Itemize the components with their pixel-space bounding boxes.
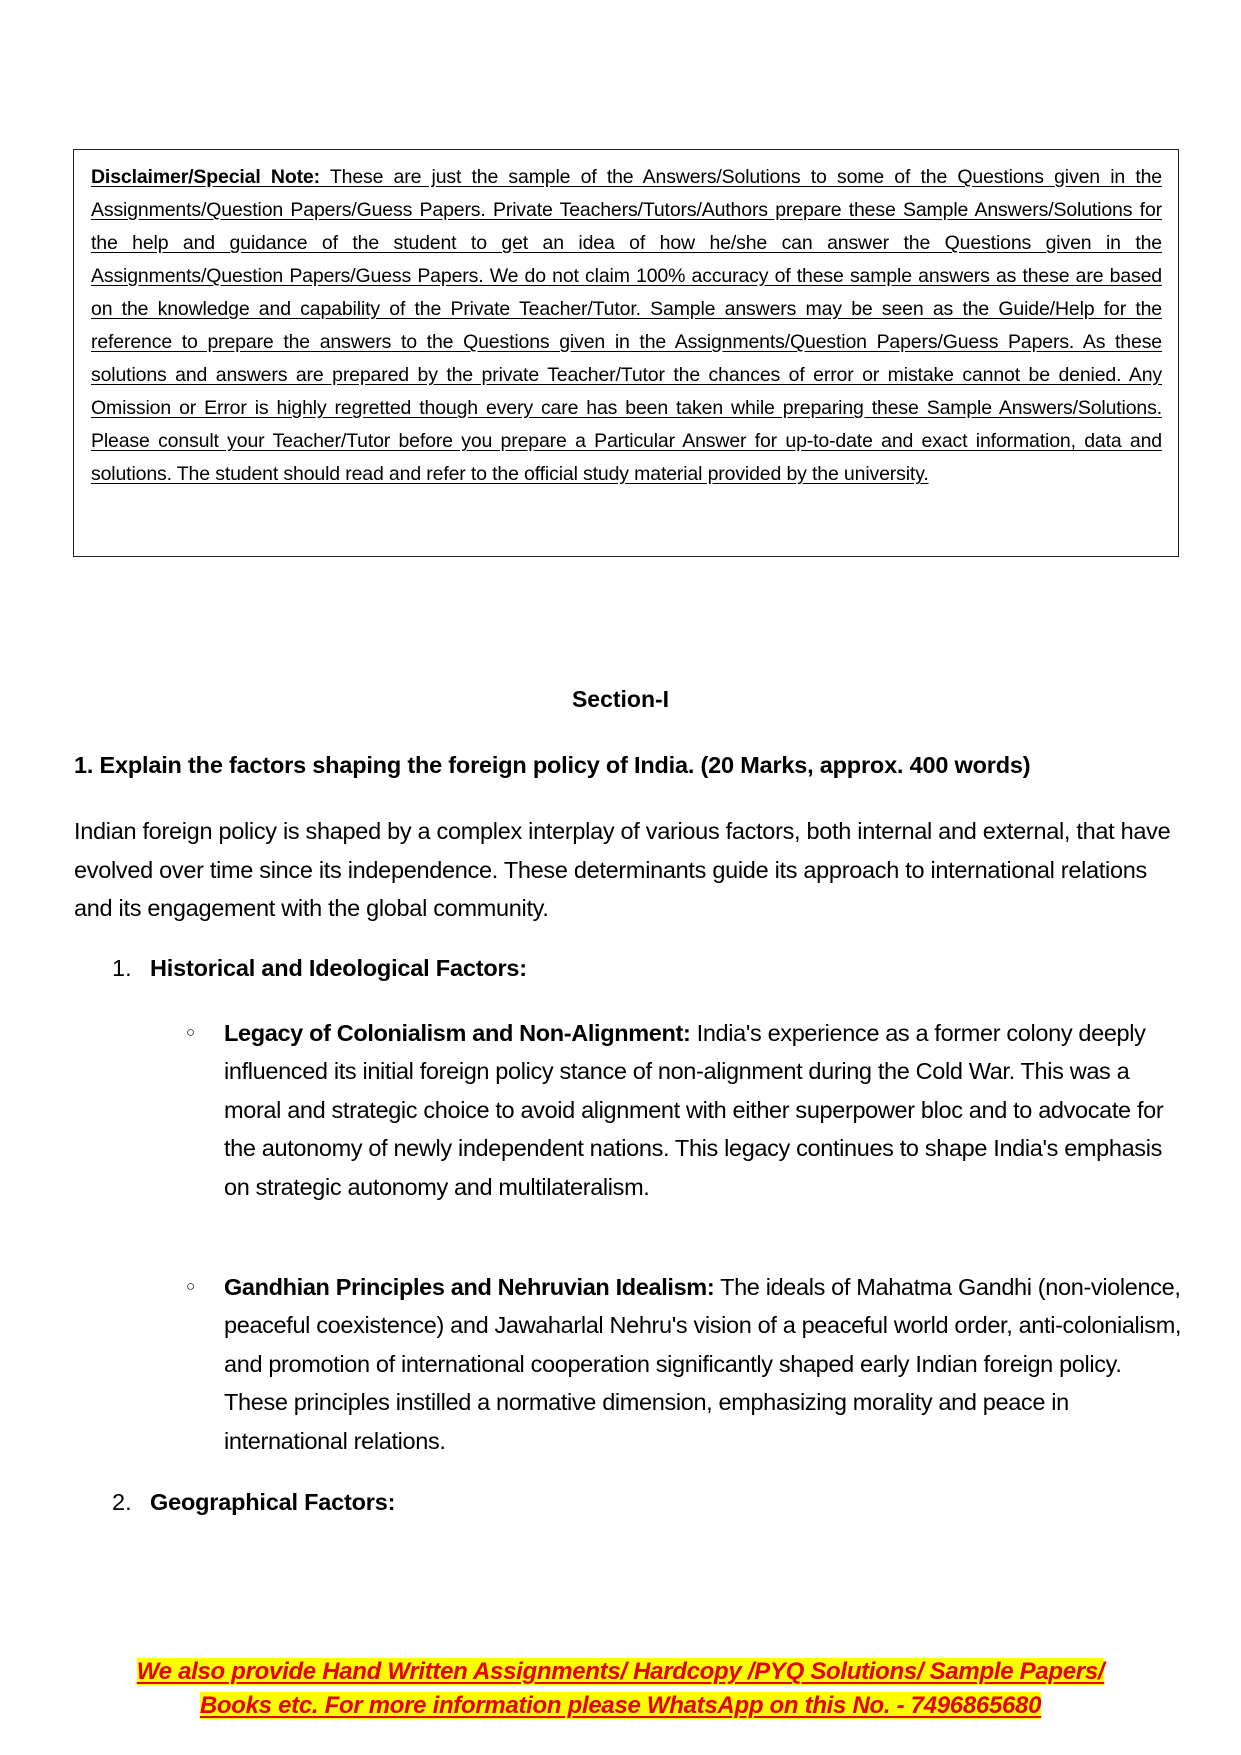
bullet-body: India's experience as a former colony deeply influenced its initial foreign policy stance of non-alignment during the Cold War. This was a moral and strategic choice to avoid alignment with either superpower bloc and to advocate for the autonomy of newly independent nations. This legacy continues to shape India's emphasis on strategic autonomy and multilateralism. bbox=[224, 1020, 1164, 1200]
hollow-circle-bullet-icon: ○ bbox=[186, 1278, 195, 1295]
factor-item-geographical bbox=[112, 1487, 395, 1517]
bullet-text bbox=[224, 1268, 1186, 1460]
intro-paragraph: Indian foreign policy is shaped by a complex interplay of various factors, both internal and external, that have evolved over time since its independence. These determinants guide its approach to international relations and its engagement with the global community. bbox=[74, 818, 1171, 921]
bullet-point-colonialism bbox=[186, 1014, 1186, 1206]
promo-line-1: We also provide Hand Written Assignments/ Hardcopy /PYQ Solutions/ Sample Papers/ bbox=[136, 1658, 1105, 1685]
factor-label: Geographical Factors: bbox=[150, 1489, 396, 1515]
disclaimer-text: These are just the sample of the Answers/Solutions to some of the Questions given in the Assignments/Question Papers/Guess Papers. Private Teachers/Tutors/Authors prepare these Sample Answers/Solutions for the help and guidance of the student to get an idea of how he/she can answer the Questions given in the Assignments/Question Papers/Guess Papers. We do not claim 100% accuracy of these sample answers as these are based on the knowledge and capability of the Private Teacher/Tutor. Sample answers may be seen as the Guide/Help for the reference to prepare the answers to the Questions given in the Assignments/Question Papers/Guess Papers. As these solutions and answers are prepared by the private Teacher/Tutor the chances of error or mistake cannot be denied. Any Omission or Error is highly regretted though every care has been taken while preparing these Sample Answers/Solutions. Please consult your Teacher/Tutor before you prepare a Particular Answer for up-to-date and exact information, data and solutions. The student should read and refer to the official study material provided by the university. bbox=[91, 166, 1162, 485]
bullet-point-gandhian bbox=[186, 1268, 1186, 1460]
answer-intro bbox=[74, 812, 1174, 928]
hollow-circle-bullet-icon: ○ bbox=[186, 1024, 195, 1041]
list-number: 1. bbox=[112, 955, 132, 981]
factor-item-historical bbox=[112, 953, 527, 983]
disclaimer-paragraph bbox=[91, 161, 1162, 491]
factor-label: Historical and Ideological Factors: bbox=[150, 955, 527, 981]
bullet-title: Legacy of Colonialism and Non-Alignment: bbox=[224, 1020, 691, 1046]
disclaimer-box bbox=[73, 149, 1179, 557]
section-title: Section-I bbox=[571, 686, 670, 712]
promo-line-2: Books etc. For more information please WhatsApp on this No. - 7496865680 bbox=[199, 1692, 1042, 1719]
list-number: 2. bbox=[112, 1489, 132, 1515]
question-heading: 1. Explain the factors shaping the foreign policy of India. (20 Marks, approx. 400 words) bbox=[74, 752, 1031, 778]
promo-banner bbox=[0, 1655, 1241, 1723]
bullet-text bbox=[224, 1014, 1186, 1206]
bullet-title: Gandhian Principles and Nehruvian Idealism: bbox=[224, 1274, 715, 1300]
bullet-body: The ideals of Mahatma Gandhi (non-violence, peaceful coexistence) and Jawaharlal Nehru's vision of a peaceful world order, anti-colonialism, and promotion of international cooperation significantly shaped early Indian foreign policy. These principles instilled a normative dimension, emphasizing morality and peace in international relations. bbox=[224, 1274, 1182, 1454]
disclaimer-label: Disclaimer/Special Note: bbox=[91, 166, 320, 188]
